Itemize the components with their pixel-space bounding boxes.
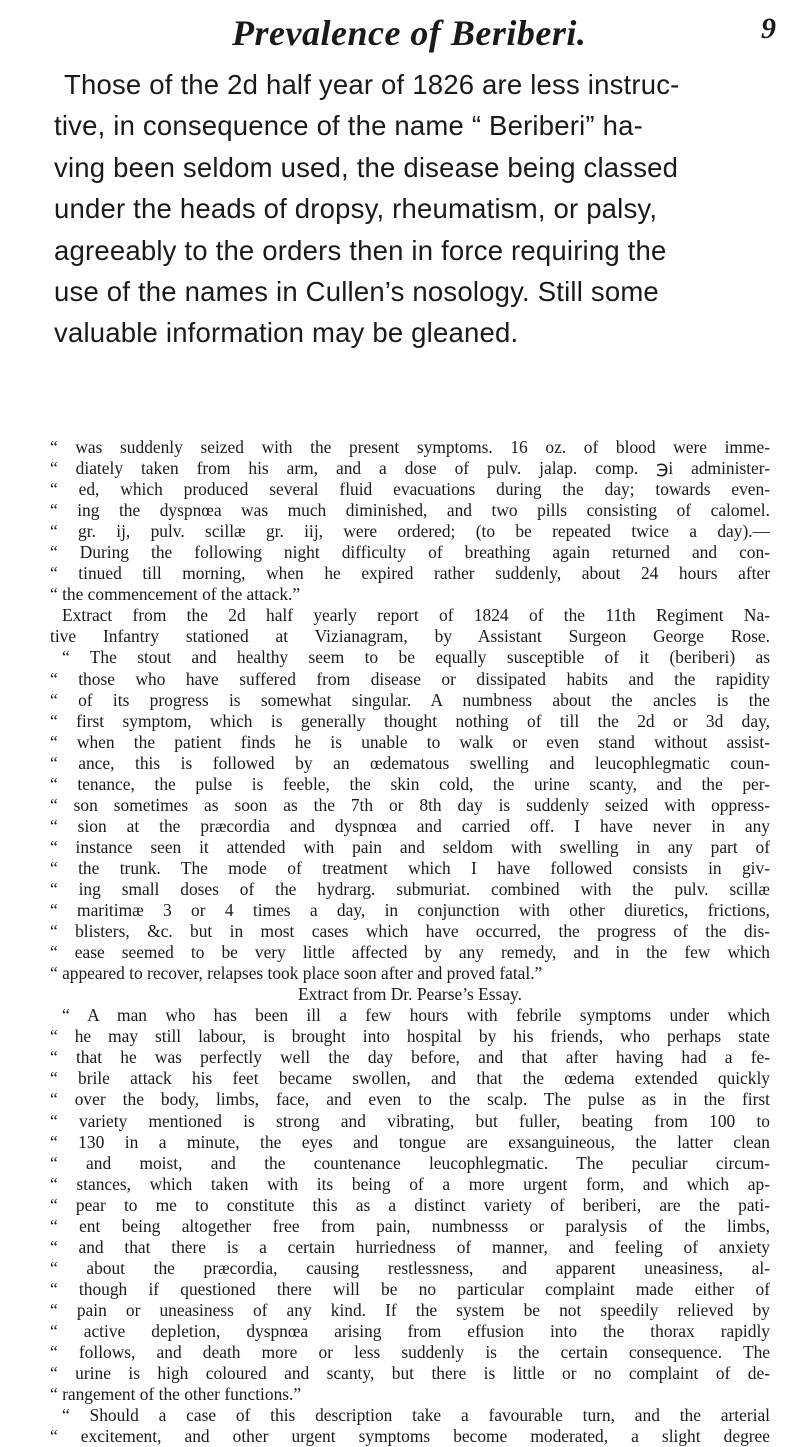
quote-line: “ ease seemed to be very little affected by any remedy, and in the few which bbox=[50, 942, 770, 963]
quote-line: “ urine is high coloured and scanty, but there is little or no complaint of de- bbox=[50, 1363, 770, 1384]
quote-line: “ about the præcordia, causing restlessness, and apparent uneasiness, al- bbox=[50, 1257, 770, 1278]
quote-line: “ diately taken from his arm, and a dose of pulv. jalap. comp. ℈i administer- bbox=[50, 458, 770, 479]
running-head bbox=[0, 10, 800, 56]
quote-line: “ though if questioned there will be no particular complaint made either of bbox=[50, 1278, 770, 1299]
quote-line: “ ed, which produced several fluid evacuations during the day; towards even- bbox=[50, 479, 770, 500]
quote-line: “ tinued till morning, when he expired rather suddenly, about 24 hours after bbox=[50, 563, 770, 584]
intro-line: tive, in consequence of the name “ Beriberi” ha- bbox=[54, 110, 643, 142]
quote-line: “ over the body, limbs, face, and even to the scalp. The pulse as in the first bbox=[50, 1089, 770, 1110]
quote-line: “ gr. ij, pulv. scillæ gr. iij, were ordered; (to be repeated twice a day).— bbox=[50, 521, 770, 542]
quote-line: “ and moist, and the countenance leucophlegmatic. The peculiar circum- bbox=[50, 1152, 770, 1173]
page-number: 9 bbox=[761, 12, 776, 45]
running-title: Prevalence of Beriberi. bbox=[232, 13, 587, 53]
quote-line: “ ance, this is followed by an œdematous swelling and leucophlegmatic coun- bbox=[50, 752, 770, 773]
intro-line: valuable information may be gleaned. bbox=[54, 317, 519, 349]
quote-line: “ maritimæ 3 or 4 times a day, in conjunction with other diuretics, frictions, bbox=[50, 900, 770, 921]
quote-line: “ stances, which taken with its being of a more urgent form, and which ap- bbox=[50, 1173, 770, 1194]
quote-line: “ blisters, &c. but in most cases which have occurred, the progress of the dis- bbox=[50, 921, 770, 942]
quote-line: “ instance seen it attended with pain and seldom with swelling in any part of bbox=[50, 836, 770, 857]
intro-line: ving been seldom used, the disease being classed bbox=[54, 151, 679, 183]
quote-line: “ 130 in a minute, the eyes and tongue are exsanguineous, the latter clean bbox=[50, 1131, 770, 1152]
quote-line: “ excitement, and other urgent symptoms become moderated, a slight degree bbox=[50, 1426, 770, 1447]
quote-line: “ ent being altogether free from pain, numbnesss or paralysis of the limbs, bbox=[50, 1215, 770, 1236]
quote-line: “ was suddenly seized with the present symptoms. 16 oz. of blood were imme- bbox=[50, 437, 770, 457]
intro-line: agreeably to the orders then in force requiring the bbox=[54, 234, 667, 266]
quote-line: “ The stout and healthy seem to be equally susceptible of it (beriberi) as bbox=[62, 647, 770, 668]
quote-line: “ and that there is a certain hurriedness of manner, and feeling of anxiety bbox=[50, 1236, 770, 1257]
quote-line: “ variety mentioned is strong and vibrating, but fuller, beating from 100 to bbox=[50, 1110, 770, 1131]
intro-line: Those of the 2d half year of 1826 are less instruc- bbox=[64, 69, 680, 100]
extract-heading: Extract from the 2d half yearly report of 1824 of the 11th Regiment Na- bbox=[62, 605, 770, 626]
quote-line: “ pear to me to constitute this as a distinct variety of beriberi, are the pati- bbox=[50, 1194, 770, 1215]
quote-line: “ son sometimes as soon as the 7th or 8th day is suddenly seized with oppress- bbox=[50, 794, 770, 815]
quote-line: “ brile attack his feet became swollen, and that the œdema extended quickly bbox=[50, 1068, 770, 1089]
quote-line: “ Should a case of this description take a favourable turn, and the arterial bbox=[62, 1405, 770, 1426]
quote-line: “ he may still labour, is brought into hospital by his friends, who perhaps state bbox=[50, 1026, 770, 1047]
quote-line: “ those who have suffered from disease or dissipated habits and the rapidity bbox=[50, 668, 770, 689]
quote-line: “ of its progress is somewhat singular. A numbness about the ancles is the bbox=[50, 689, 770, 710]
quote-line: “ rangement of the other functions.” bbox=[50, 1384, 302, 1405]
quote-line: “ follows, and death more or less suddenly is the certain consequence. The bbox=[50, 1342, 770, 1363]
quote-line: “ first symptom, which is generally thought nothing of till the 2d or 3d day, bbox=[50, 710, 770, 731]
intro-line: under the heads of dropsy, rheumatism, or palsy, bbox=[54, 193, 658, 225]
quote-line: “ active depletion, dyspnœa arising from effusion into the thorax rapidly bbox=[50, 1320, 770, 1341]
quote-line: “ During the following night difficulty of breathing again returned and con- bbox=[50, 542, 770, 563]
quote-line: “ pain or uneasiness of any kind. If the system be not speedily relieved by bbox=[50, 1299, 770, 1320]
quoted-extracts bbox=[50, 437, 770, 1447]
quote-line: “ appeared to recover, relapses took place soon after and proved fatal.” bbox=[50, 963, 543, 984]
quote-line: “ ing the dyspnœa was much diminished, and two pills consisting of calomel. bbox=[50, 500, 770, 521]
quote-line: “ tenance, the pulse is feeble, the skin cold, the urine scanty, and the per- bbox=[50, 773, 770, 794]
quote-line: “ that he was perfectly well the day before, and that after having had a fe- bbox=[50, 1047, 770, 1068]
quote-line: “ sion at the præcordia and dyspnœa and carried off. I have never in any bbox=[50, 815, 770, 836]
intro-line: use of the names in Cullen’s nosology. Still some bbox=[54, 276, 659, 308]
quote-line: “ A man who has been ill a few hours with febrile symptoms under which bbox=[62, 1005, 770, 1026]
extract-heading: Extract from Dr. Pearse’s Essay. bbox=[298, 984, 522, 1005]
extract-heading: tive Infantry stationed at Vizianagram, by Assistant Surgeon George Rose. bbox=[50, 626, 770, 647]
quote-line: “ when the patient finds he is unable to walk or even stand without assist- bbox=[50, 731, 770, 752]
quote-line: “ ing small doses of the hydrarg. submuriat. combined with the pulv. scillæ bbox=[50, 878, 770, 899]
quote-line: “ the trunk. The mode of treatment which I have followed consists in giv- bbox=[50, 857, 770, 878]
quote-line: “ the commencement of the attack.” bbox=[50, 584, 301, 605]
intro-paragraph bbox=[54, 64, 759, 354]
